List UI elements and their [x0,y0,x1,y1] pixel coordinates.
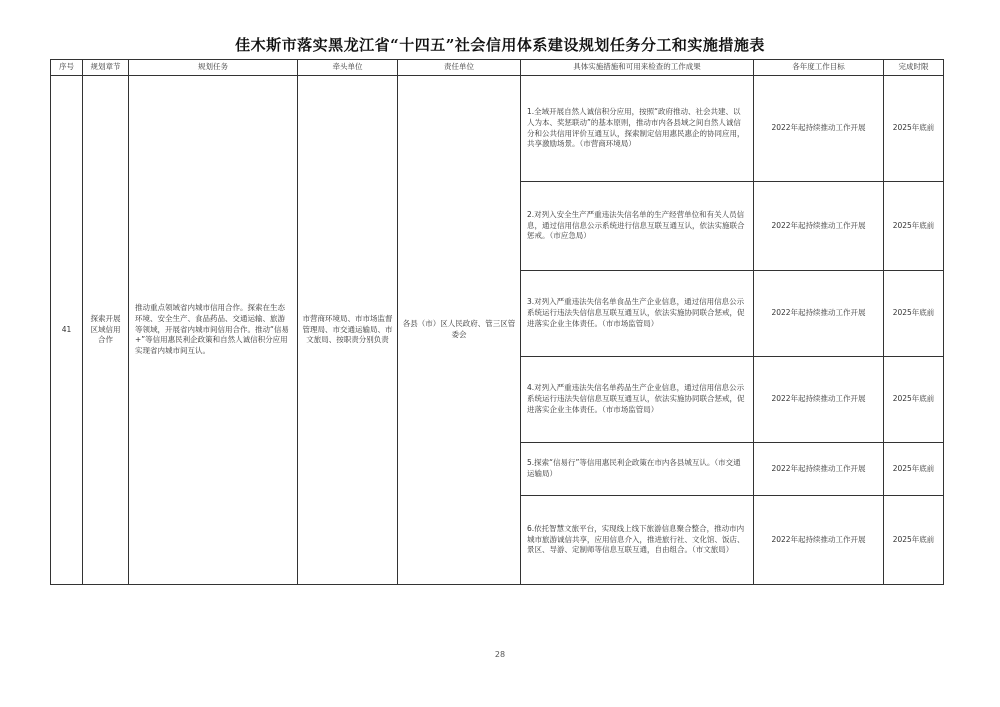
table-row [51,76,944,182]
page-number: 28 [494,650,506,659]
measure-deadline: 2025年底前 [884,357,944,443]
measure-goal: 2022年起持续推动工作开展 [754,443,884,496]
row-chapter: 探索开展区域信用合作 [83,76,129,585]
measure-text: 5.探索“信易行”等信用惠民利企政策在市内各县城互认。（市交通运输局） [521,443,754,496]
measure-text: 6.依托智慧文旅平台，实现线上线下旅游信息聚合整合，推动市内城市旅游诚信共享，应用信息介入，推进旅行社、文化馆、饭店、景区、导游、定制师等信息互联互通，自由组合。（市文旅局） [521,496,754,585]
measure-goal: 2022年起持续推动工作开展 [754,271,884,357]
measure-deadline: 2025年底前 [884,182,944,271]
measure-text: 1.全域开展自然人诚信积分应用，按照“政府推动、社会共建、以人为本、奖惩联动”的基本原则，推动市内各县域之间自然人诚信分和公共信用评价互通互认，探索制定信用惠民惠企的协同应用，共享激励场景。（市营商环境局） [521,76,754,182]
measure-deadline: 2025年底前 [884,271,944,357]
measure-text: 2.对列入安全生产严重违法失信名单的生产经营单位和有关人员信息，通过信用信息公示系统进行信息互联互通互认，依法实施联合惩戒。（市应急局） [521,182,754,271]
row-lead-unit: 市营商环境局、市市场监督管理局、市交通运输局、市文旅局、按职责分别负责 [298,76,398,585]
header-num: 序号 [51,60,83,76]
header-measures: 具体实施措施和可用来检查的工作成果 [521,60,754,76]
header-lead-unit: 牵头单位 [298,60,398,76]
header-deadline: 完成时限 [884,60,944,76]
measure-goal: 2022年起持续推动工作开展 [754,182,884,271]
measure-goal: 2022年起持续推动工作开展 [754,496,884,585]
table-header-row [51,60,944,76]
measure-goal: 2022年起持续推动工作开展 [754,357,884,443]
row-task: 推动重点领域省内城市信用合作。探索在生态环境、安全生产、食品药品、交通运输、旅游等领域，开展省内城市间信用合作。推动“信易+”等信用惠民利企政策和自然人诚信积分应用实现省内城市间互认。 [129,76,298,585]
measure-text: 3.对列入严重违法失信名单食品生产企业信息，通过信用信息公示系统运行违法失信信息互联互通互认，依法实施协同联合惩戒，促进落实企业主体责任。（市市场监管局） [521,271,754,357]
row-number: 41 [51,76,83,585]
page-title: 佳木斯市落实黑龙江省“十四五”社会信用体系建设规划任务分工和实施措施表 [235,36,765,54]
measure-text: 4.对列入严重违法失信名单药品生产企业信息，通过信用信息公示系统运行违法失信信息互联互通互认，依法实施协同联合惩戒，促进落实企业主体责任。（市市场监管局） [521,357,754,443]
header-responsible-unit: 责任单位 [398,60,521,76]
header-task: 规划任务 [129,60,298,76]
task-table [50,59,944,585]
measure-deadline: 2025年底前 [884,443,944,496]
row-responsible-unit: 各县（市）区人民政府、管三区管委会 [398,76,521,585]
header-annual-goal: 各年度工作目标 [754,60,884,76]
measure-deadline: 2025年底前 [884,496,944,585]
measure-deadline: 2025年底前 [884,76,944,182]
measure-goal: 2022年起持续推动工作开展 [754,76,884,182]
header-chapter: 规划章节 [83,60,129,76]
